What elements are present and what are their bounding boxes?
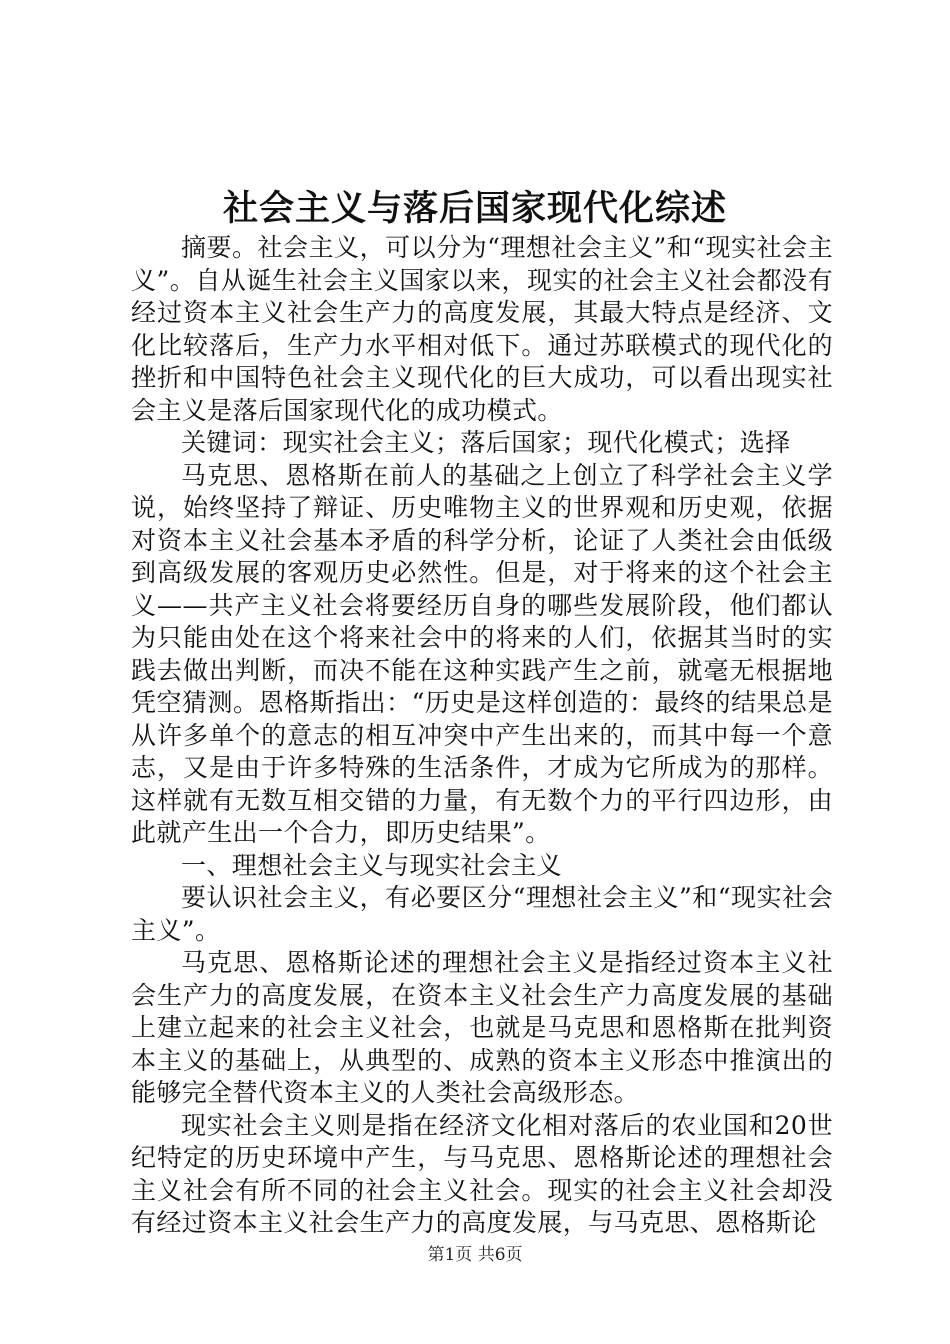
intro-paragraph: 马克思、恩格斯在前人的基础之上创立了科学社会主义学说，始终坚持了辩证、历史唯物主义的世界观和历史观，依据对资本主义社会基本矛盾的科学分析，论证了人类社会由低级到高级发展的客观历史必然性。但是，对于将来的这个社会主义——共产主义社会将要经历自身的哪些发展阶段，他们都认为只能由处在这个将来社会中的将来的人们，依据其当时的实践去做出判断，而决不能在这种实践产生之前，就毫无根据地凭空猜测。恩格斯指出：“历史是这样创造的：最终的结果总是从许多单个的意志的相互冲突中产生出来的，而其中每一个意志，又是由于许多特殊的生活条件，才成为它所成为的那样。这样就有无数互相交错的力量，有无数个力的平行四边形，由此就产生出一个合力，即历史结果”。 — [131, 460, 833, 847]
body-paragraph: 要认识社会主义，有必要区分“理想社会主义”和“现实社会主义”。 — [131, 883, 833, 945]
page-footer: 第1页 共6页 — [427, 1245, 523, 1265]
document-body — [131, 232, 833, 1240]
body-paragraph: 现实社会主义则是指在经济文化相对落后的农业国和20世纪特定的历史环境中产生，与马克思、恩格斯论述的理想社会主义社会有所不同的社会主义社会。现实的社会主义社会却没有经过资本主义社会生产力的高度发展，与马克思、恩格斯论 — [131, 1110, 833, 1237]
keywords-paragraph: 关键词：现实社会主义；落后国家；现代化模式；选择 — [181, 428, 791, 457]
body-paragraph: 马克思、恩格斯论述的理想社会主义是指经过资本主义社会生产力的高度发展，在资本主义社会生产力高度发展的基础上建立起来的社会主义社会，也就是马克思和恩格斯在批判资本主义的基础上，从典型的、成熟的资本主义形态中推演出的能够完全替代资本主义的人类社会高级形态。 — [131, 948, 833, 1107]
section-heading: 一、理想社会主义与现实社会主义 — [181, 850, 563, 880]
abstract-paragraph: 摘要。社会主义，可以分为“理想社会主义”和“现实社会主义”。自从诞生社会主义国家以来，现实的社会主义社会都没有经过资本主义社会生产力的高度发展，其最大特点是经济、文化比较落后，生产力水平相对低下。通过苏联模式的现代化的挫折和中国特色社会主义现代化的巨大成功，可以看出现实社会主义是落后国家现代化的成功模式。 — [131, 233, 833, 425]
document-title: 社会主义与落后国家现代化综述 — [222, 189, 727, 229]
